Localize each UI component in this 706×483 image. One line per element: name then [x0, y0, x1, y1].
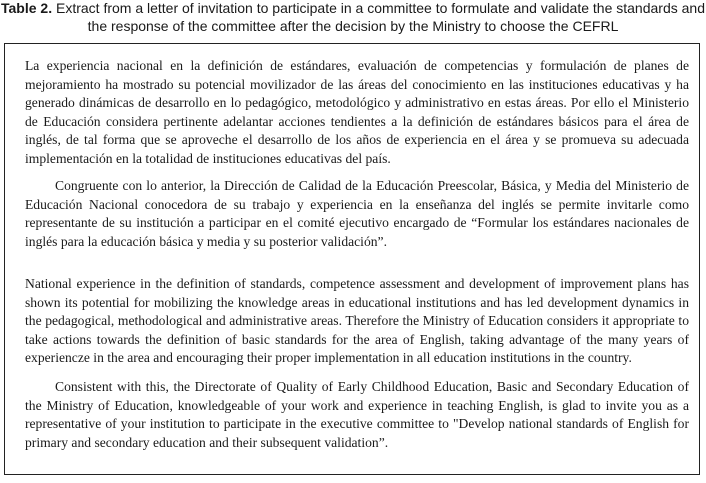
- english-paragraph-1: National experience in the definition of standards, competence assessment and development of improvement plans has shown its potential for mobilizing the knowledge areas in educational institutions and has led development dynamics in the pedagogical, methodological and administrative areas. Therefore the Ministry of Education considers it appropriate to take actions towards the definition of basic standards for the area of English, taking advantage of the many years of experiencze in the area and encouraging their proper implementation in all education institutions in the country.: [25, 276, 689, 366]
- spanish-paragraph-2: Congruente con lo anterior, la Dirección de Calidad de la Educación Preescolar, Básica, y Media del Ministerio de Educación Nacional conocedora de su trabajo y experiencia en la enseñanza del inglés se permite invitarle como representante de su institución a participar en el comité ejecutivo encargado de “Formular los estándares nacionales de inglés para la educación básica y media y su posterior validación”.: [25, 178, 689, 249]
- spanish-paragraph-1: La experiencia nacional en la definición de estándares, evaluación de competencias y formulación de planes de mejoramiento ha mostrado su potencial movilizador de las áreas del conocimiento en las instituciones educativas y ha generado dinámicas de desarrollo en lo pedagógico, metodológico y administrativo en estas áreas. Por ello el Ministerio de Educación considera pertinente adelantar acciones tendientes a la definición de estándares básicos para el área de inglés, de tal forma que se aproveche el desarrollo de los años de experiencia en el área y se promueva su adecuada implementación en la totalidad de instituciones educativas del país.: [25, 58, 689, 166]
- english-paragraph-2: Consistent with this, the Directorate of Quality of Early Childhood Education, Basic and Secondary Education of the Ministry of Education, knowledgeable of your work and experience in teaching English, is glad to invite you as a representative of your institution to participate in the executive committee to "Develop national standards of English for primary and secondary education and their subsequent validation”.: [25, 379, 689, 450]
- letter-extract-box: [4, 43, 700, 475]
- caption-text: Extract from a letter of invitation to participate in a committee to formulate and validate the standards and the response of the committee after the decision by the Ministry to choose the CEFRL: [52, 0, 705, 34]
- table-caption: [0, 0, 706, 35]
- table-label: Table 2.: [1, 0, 53, 16]
